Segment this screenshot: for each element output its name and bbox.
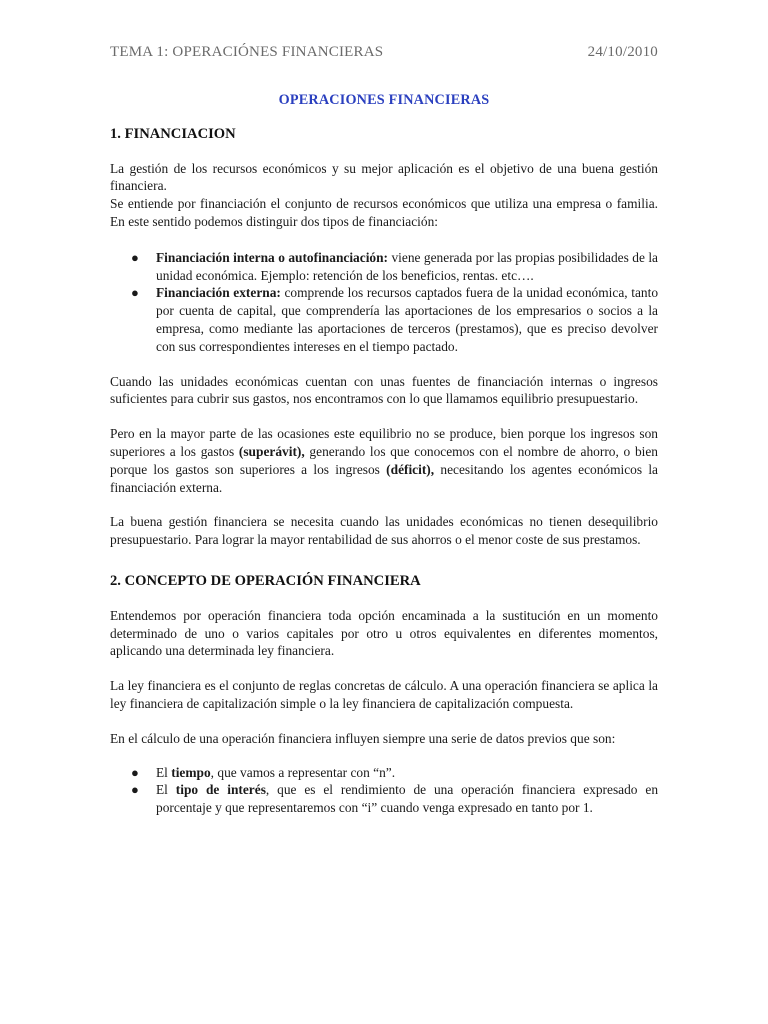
paragraph: La buena gestión financiera se necesita cuando las unidades económicas no tienen desequilibrio presupuestario. Para lograr la mayor rentabilidad de sus ahorros o el menor coste de sus prestamos. [110,514,658,548]
page-header [110,44,658,64]
text-run: generando los que conocemos con el nombre de ahorro, o bien porque los gastos son superiores a los ingresos [110,443,658,477]
list-item [110,249,658,285]
list-item-text: comprende los recursos captados fuera de la unidad económica, tanto por cuenta de capital, que comprendería las aportaciones de los empresarios o socios a la empresa, como mediante las aportaciones de terceros (prestamos), que es preciso devolver con sus correspondientes intereses en el tiempo pactado. [156,285,659,354]
paragraph: Cuando las unidades económicas cuentan con unas fuentes de financiación internas o ingresos suficientes para cubrir sus gastos, nos encontramos con lo que llamamos equilibrio presupuestario. [110,373,658,407]
list-item [110,781,658,817]
list-item-text: , que vamos a representar con “n”. [210,764,396,780]
paragraph: Se entiende por financiación el conjunto de recursos económicos que utiliza una empresa o familia. En este sentido podemos distinguir dos tipos de financiación: [110,196,658,229]
section-heading-concepto: 2. CONCEPTO DE OPERACIÓN FINANCIERA [110,572,421,589]
list-item-text: viene generada por las propias posibilidades de la unidad económica. Ejemplo: retención de los beneficios, rentas. etc…. [156,249,658,283]
paragraph: La gestión de los recursos económicos y su mejor aplicación es el objetivo de una buena gestión financiera. [110,160,658,194]
operation-data-list [110,764,658,817]
list-item-term: tiempo [171,764,211,780]
document-title: OPERACIONES FINANCIERAS [278,92,490,108]
list-item-term: Financiación externa: [156,285,281,301]
paragraph [110,425,658,496]
paragraph: La ley financiera es el conjunto de reglas concretas de cálculo. A una operación financiera se aplica la ley financiera de capitalización simple o la ley financiera de capitalización compuesta. [110,678,658,711]
bullet-icon: ● [131,249,139,265]
bold-term: (superávit), [238,443,305,459]
document-body [110,92,658,817]
list-item-term: tipo de interés [175,782,266,798]
list-item [110,284,658,355]
text-run: El [156,782,176,798]
financing-types-list [110,249,658,356]
bold-term: (déficit), [386,461,435,477]
text-run: El [156,764,172,780]
bullet-icon: ● [131,782,139,798]
paragraph: Entendemos por operación financiera toda opción encaminada a la sustitución en un momento determinado de uno o varios capitales por otro u otros equivalentes en diferentes momentos, aplicando una determinada ley financiera. [110,607,658,659]
header-date: 24/10/2010 [587,44,658,60]
list-item [110,764,658,782]
bullet-icon: ● [131,285,139,301]
paragraph: En el cálculo de una operación financiera influyen siempre una serie de datos previos que son: [110,730,616,746]
header-document-title: TEMA 1: OPERACIÓNES FINANCIERAS [110,44,384,60]
text-run: Pero en la mayor parte de las ocasiones este equilibrio no se produce, bien porque los ingresos son superiores a los gastos [110,426,658,459]
list-item-text: , que es el rendimiento de una operación financiera expresado en porcentaje y que representaremos con “i” cuando venga expresado en tanto por 1. [156,782,659,816]
bullet-icon: ● [131,764,139,780]
text-run: necesitando los agentes económicos la financiación externa. [110,461,658,495]
list-item-term: Financiación interna o autofinanciación: [156,249,389,265]
section-heading-financiacion: 1. FINANCIACION [110,125,236,142]
